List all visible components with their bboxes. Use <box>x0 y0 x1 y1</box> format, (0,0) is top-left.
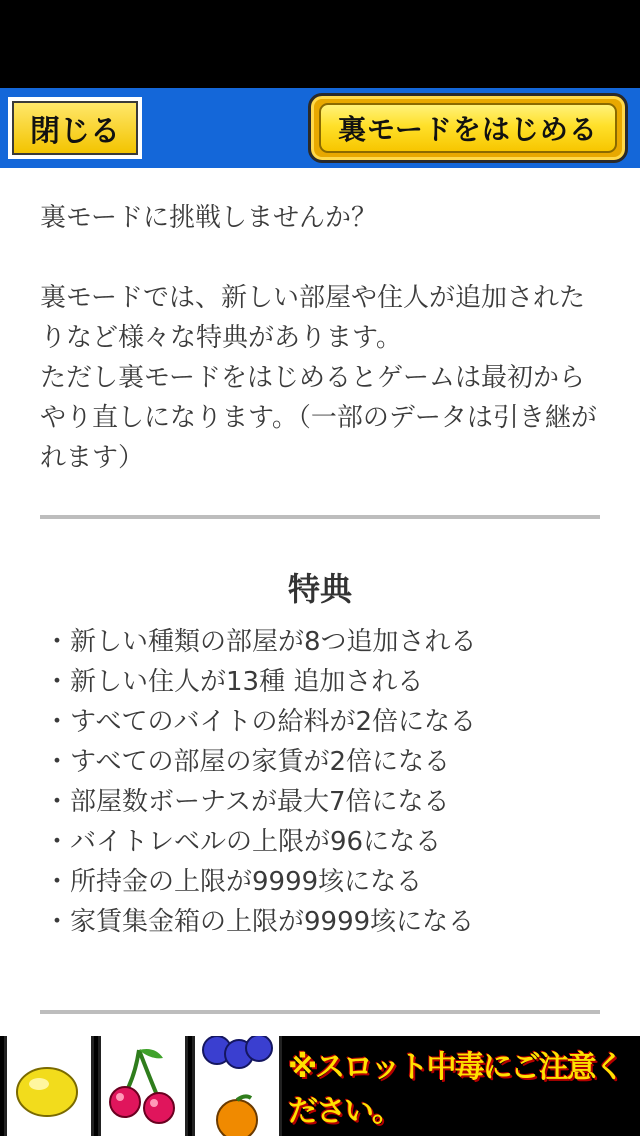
benefit-item: ・新しい種類の部屋が8つ追加される <box>44 627 477 657</box>
intro-question: 裏モードに挑戦しませんか？ <box>40 203 377 233</box>
intro-paragraph-2: ただし裏モードをはじめるとゲームは最初からやり直しになります。（一部のデータは引き継がれます） <box>40 363 597 473</box>
benefits-list <box>44 622 604 942</box>
lemon-icon <box>7 1036 91 1136</box>
benefit-item: ・家賃集金箱の上限が9999垓になる <box>44 907 475 937</box>
blueberry-icon <box>195 1036 279 1136</box>
slot-reel <box>4 1036 94 1136</box>
status-bar <box>0 0 640 88</box>
divider <box>40 515 600 519</box>
cherry-icon <box>101 1036 185 1136</box>
start-button-label: 裏モードをはじめる <box>338 113 598 146</box>
divider <box>40 1010 600 1014</box>
benefit-item: ・すべての部屋の家賃が2倍になる <box>44 747 451 777</box>
ad-banner[interactable] <box>0 1036 640 1136</box>
benefit-item: ・すべてのバイトの給料が2倍になる <box>44 707 477 737</box>
close-button[interactable] <box>8 97 142 159</box>
start-ura-mode-button[interactable] <box>308 93 628 163</box>
benefits-heading: 特典 <box>287 570 352 608</box>
close-button-label: 閉じる <box>12 101 138 155</box>
ad-warning-text: ※スロット中毒にご注意ください。 <box>288 1050 623 1129</box>
benefit-item: ・所持金の上限が9999垓になる <box>44 867 423 897</box>
intro-paragraph-1: 裏モードでは、新しい部屋や住人が追加されたりなど様々な特典があります。 <box>40 283 585 353</box>
benefit-item: ・部屋数ボーナスが最大7倍になる <box>44 787 450 817</box>
benefit-item: ・バイトレベルの上限が96になる <box>44 827 442 857</box>
slot-reel <box>192 1036 282 1136</box>
top-toolbar <box>0 88 640 168</box>
intro-text <box>40 198 606 478</box>
slot-reel <box>98 1036 188 1136</box>
orange-icon <box>217 1096 257 1136</box>
benefit-item: ・新しい住人が13種 追加される <box>44 667 424 697</box>
